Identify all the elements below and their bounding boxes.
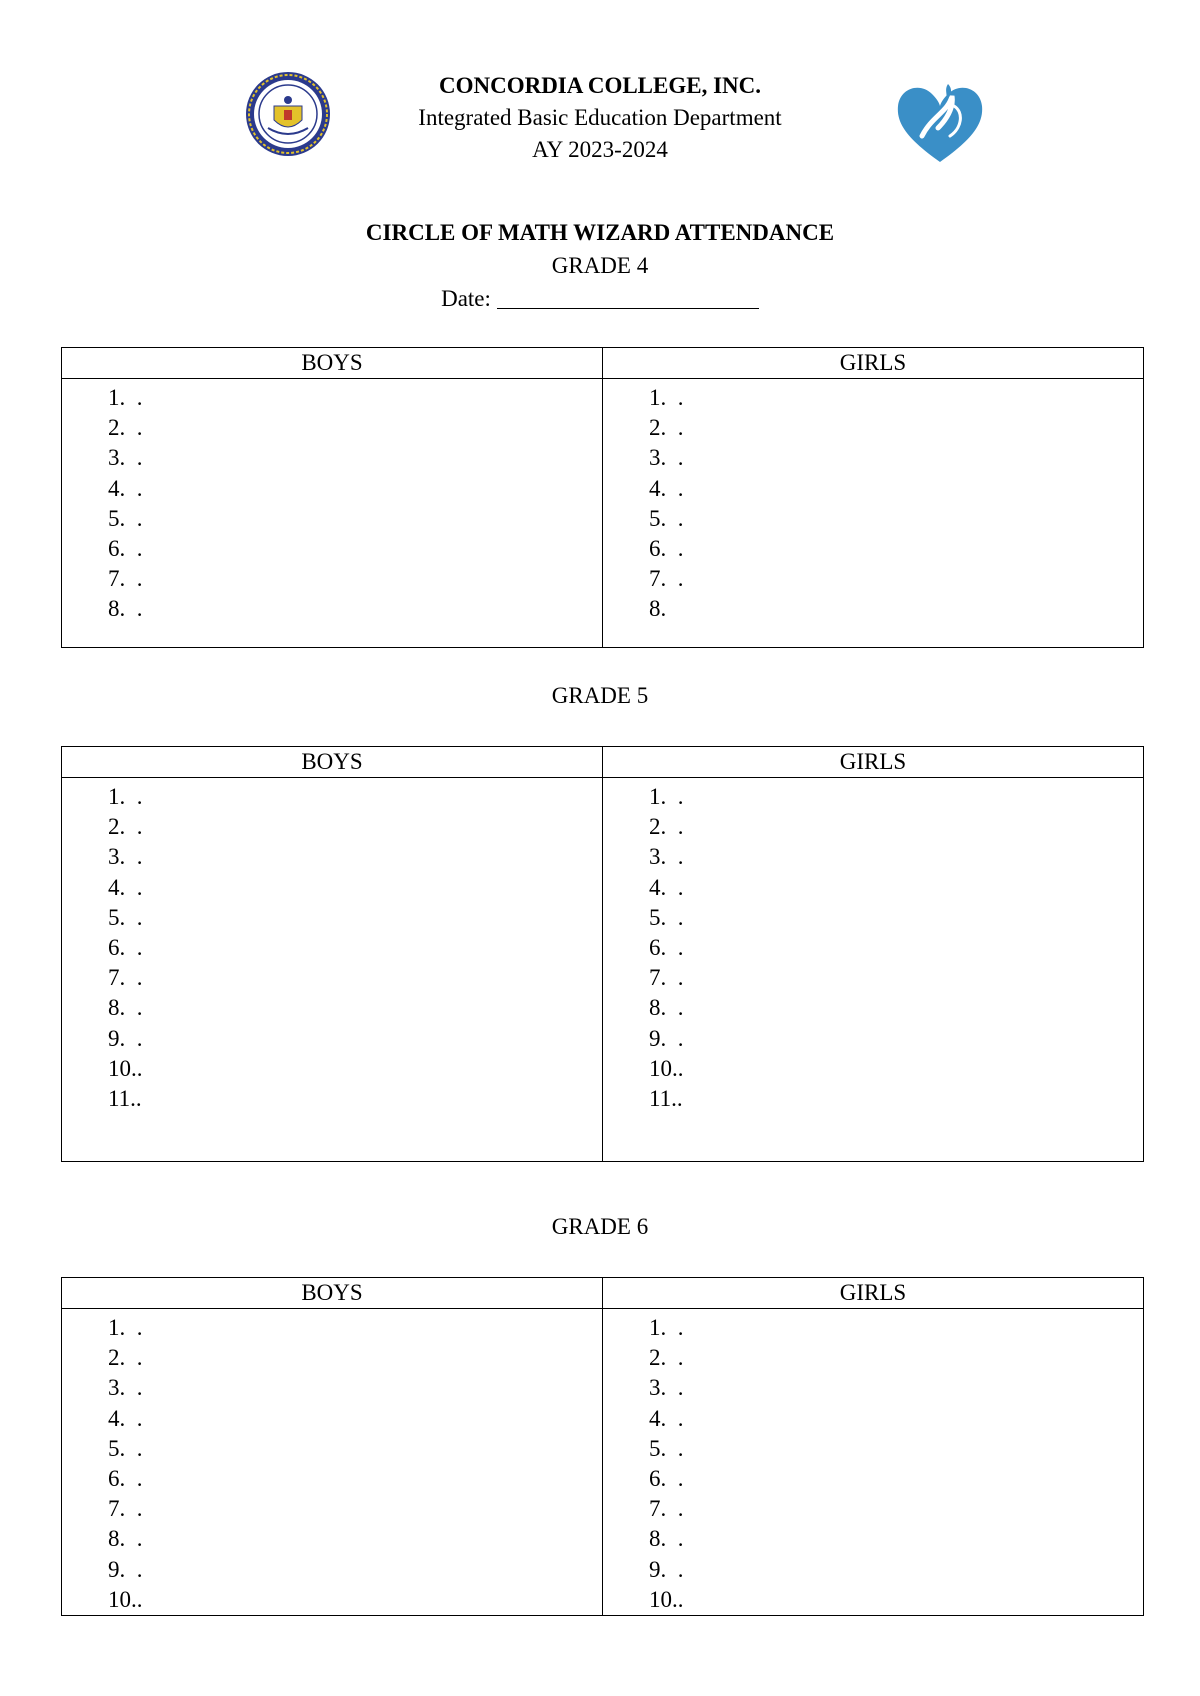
list-item: 9. . — [649, 1025, 684, 1051]
grade-5-girls-cell[interactable] — [603, 778, 1144, 1162]
boys-column-header: BOYS — [62, 747, 603, 778]
list-item: 3. . — [649, 445, 684, 471]
list-item: 2. . — [108, 415, 143, 441]
list-item: 6. . — [108, 535, 143, 561]
boys-column-header: BOYS — [62, 1278, 603, 1309]
list-item: 4. . — [108, 874, 143, 900]
list-item: 7. . — [108, 1496, 143, 1522]
list-item: 8. — [649, 596, 667, 622]
girls-column-header: GIRLS — [603, 348, 1144, 379]
list-item: 7. . — [649, 566, 684, 592]
grade-4-girls-cell[interactable] — [603, 379, 1144, 648]
list-item: 9. . — [649, 1556, 684, 1582]
list-item: 8. . — [649, 1526, 684, 1552]
list-item: 3. . — [649, 844, 684, 870]
list-item: 5. . — [649, 505, 684, 531]
grade-5-label: GRADE 5 — [551, 683, 649, 708]
list-item: 2. . — [108, 814, 143, 840]
grade-5-attendance-table — [61, 746, 1144, 1162]
list-item: 2. . — [649, 415, 684, 441]
list-item: 11.. — [649, 1085, 683, 1111]
list-item: 6. . — [649, 1465, 684, 1491]
list-item: 1. . — [649, 1315, 684, 1340]
list-item: 6. . — [108, 934, 143, 960]
list-item: 3. . — [108, 844, 143, 870]
list-item: 10.. — [108, 1586, 143, 1612]
list-item: 1. . — [108, 385, 143, 410]
list-item: 1. . — [108, 784, 143, 809]
list-item: 3. . — [108, 445, 143, 471]
date-line — [0, 282, 1200, 315]
list-item: 4. . — [649, 1405, 684, 1431]
list-item: 2. . — [108, 1345, 143, 1371]
grade-6-girls-cell[interactable] — [603, 1309, 1144, 1616]
grade-4-attendance-table — [61, 347, 1144, 648]
list-item: 1. . — [649, 784, 684, 809]
list-item: 3. . — [649, 1375, 684, 1401]
list-item: 9. . — [108, 1556, 143, 1582]
list-item: 7. . — [108, 566, 143, 592]
grade-4-boys-cell[interactable] — [62, 379, 603, 648]
date-label: Date: — [441, 286, 491, 311]
list-item: 11.. — [108, 1085, 142, 1111]
list-item: 7. . — [108, 965, 143, 991]
department-name: Integrated Basic Education Department — [418, 105, 782, 130]
list-item: 5. . — [108, 904, 143, 930]
list-item: 5. . — [649, 904, 684, 930]
list-item: 7. . — [649, 965, 684, 991]
list-item: 4. . — [649, 874, 684, 900]
list-item: 8. . — [108, 995, 143, 1021]
grade-6-boys-cell[interactable] — [62, 1309, 603, 1616]
list-item: 4. . — [649, 475, 684, 501]
title-block — [0, 216, 1200, 315]
boys-column-header: BOYS — [62, 348, 603, 379]
list-item: 8. . — [108, 1526, 143, 1552]
grade-6-attendance-table — [61, 1277, 1144, 1616]
girls-column-header: GIRLS — [603, 1278, 1144, 1309]
list-item: 3. . — [108, 1375, 143, 1401]
list-item: 5. . — [108, 1435, 143, 1461]
list-item: 8. . — [649, 995, 684, 1021]
list-item: 5. . — [108, 505, 143, 531]
list-item: 2. . — [649, 814, 684, 840]
list-item: 6. . — [649, 934, 684, 960]
list-item: 5. . — [649, 1435, 684, 1461]
college-name: CONCORDIA COLLEGE, INC. — [438, 73, 762, 98]
list-item: 1. . — [649, 385, 684, 410]
academic-year: AY 2023-2024 — [532, 137, 668, 162]
document-header — [0, 70, 1200, 166]
list-item: 10.. — [649, 1586, 684, 1612]
list-item: 4. . — [108, 1405, 143, 1431]
list-item: 8. . — [108, 596, 143, 622]
date-blank[interactable] — [497, 286, 759, 309]
list-item: 10.. — [649, 1055, 684, 1081]
list-item: 9. . — [108, 1025, 143, 1051]
grade-5-boys-cell[interactable] — [62, 778, 603, 1162]
grade-6-label: GRADE 6 — [551, 1214, 649, 1239]
page-title: CIRCLE OF MATH WIZARD ATTENDANCE — [365, 220, 835, 245]
list-item: 10.. — [108, 1055, 143, 1081]
list-item: 4. . — [108, 475, 143, 501]
girls-column-header: GIRLS — [603, 747, 1144, 778]
list-item: 2. . — [649, 1345, 684, 1371]
grade-4-label: GRADE 4 — [551, 253, 649, 278]
list-item: 1. . — [108, 1315, 143, 1340]
list-item: 6. . — [108, 1465, 143, 1491]
list-item: 6. . — [649, 535, 684, 561]
list-item: 7. . — [649, 1496, 684, 1522]
